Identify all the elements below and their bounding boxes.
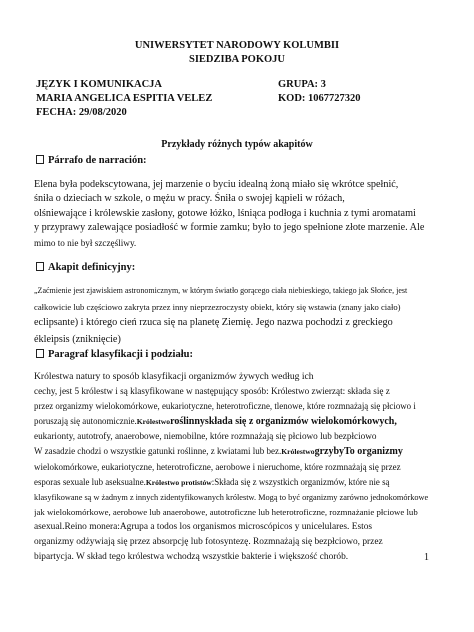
document-date: FECHA: 29/08/2020	[36, 107, 127, 118]
line-text: esporas sexuale lub aseksualne.	[34, 476, 146, 487]
paragraph-line	[34, 444, 442, 459]
group-label: GRUPA: 3	[278, 79, 326, 90]
branch-name: SIEDZIBA POKOJU	[189, 54, 285, 65]
line-text: poruszają się autonomicznie.	[34, 416, 137, 427]
paragraph-line: przez organizmy wielokomórkowe, eukariotyczne, heterotroficzne, tlenowe, które rozmnażają się płciowo i	[34, 401, 416, 412]
paragraph-line: Królestwa natury to sposób klasyfikacji organizmów żywych według ich	[34, 371, 314, 382]
inline-small-label: Królestwo protistów	[145, 477, 212, 487]
inline-small-label: Królestwo	[136, 417, 171, 427]
document-title: Przykłady różnych typów akapitów	[161, 139, 313, 150]
university-name: UNIWERSYTET NARODOWY KOLUMBII	[134, 40, 340, 51]
inline-bold-text: grzybyTo organizmy	[314, 446, 403, 458]
paragraph-klasyfikacji	[34, 369, 442, 565]
section-heading-definicyjny	[36, 262, 135, 273]
paragraph-line: Elena była podekscytowana, jej marzenie o byciu idealną żoną miało się wkrótce spełnić,	[34, 179, 399, 190]
checkbox-icon	[36, 349, 44, 358]
paragraph-line: y przyprawy zalewające posiadłość w formie zamku; było to jego spełnione złote marzenie. Ale	[34, 222, 425, 234]
paragraph-line: olśniewające i królewskie zasłony, gotowe łóżko, lśniąca podłoga i kuchnia z tymi aromatami	[34, 207, 416, 219]
paragraph-line: wielokomórkowe, eukariotyczne, heterotroficzne, aerobowe i nieruchome, które rozmnażają się przez	[34, 461, 401, 472]
section-title: Paragraf klasyfikacji i podziału:	[48, 349, 193, 360]
paragraph-line: mimo to nie był szczęśliwy.	[34, 237, 137, 248]
line-text: W zasadzie chodzi o wszystkie gatunki roślinne, z kwiatami lub bez.	[34, 446, 282, 457]
student-name: MARIA ANGELICA ESPITIA VELEZ	[36, 93, 213, 104]
line-text: :Składa się z wszystkich organizmów, które nie są	[211, 476, 390, 487]
section-heading-klasyfikacji	[36, 349, 193, 360]
section-title: Párrafo de narración:	[48, 155, 147, 166]
student-code: KOD: 1067727320	[278, 93, 361, 104]
paragraph-line: „Zaćmienie jest zjawiskiem astronomicznym, w którym światło gorącego ciała niebieskiego, takiego jak Słońce, jest	[34, 286, 408, 295]
section-title: Akapit definicyjny:	[48, 262, 136, 273]
paragraph-line: bipartycja. W skład tego królestwa wchodzą wszystkie bakterie i większość chorób.	[34, 552, 349, 563]
checkbox-icon	[36, 262, 44, 271]
paragraph-narracion	[34, 178, 442, 250]
course-name: JĘZYK I KOMUNIKACJA	[36, 79, 163, 90]
paragraph-line: klasyfikowane są w żadnym z innych zidentyfikowanych królestw. Mogą to być organizmy zarówno jednokomórkowe	[34, 492, 429, 502]
paragraph-line: eclipsante) i którego cień rzuca się na planetę Ziemię. Jego nazwa pochodzi z greckiego	[34, 317, 393, 329]
paragraph-line: jak wielokomórkowe, aerobowe lub anaerobowe, autotroficzne lub heterotroficzne, rozmnażanie płciowe lub	[34, 506, 418, 517]
paragraph-line	[34, 475, 442, 490]
inline-small-label: Królestwo	[281, 447, 315, 457]
paragraph-line: organizmy odżywiają się przez absorpcję lub fotosyntezę. Rozmnażają się bezpłciowo, przez	[34, 537, 383, 548]
paragraph-line: asexual.Reino monera:Agrupa a todos los organismos microscópicos y unicelulares. Estos	[34, 521, 373, 532]
paragraph-definicyjny	[34, 283, 442, 348]
paragraph-line: ékleipsis (zniknięcie)	[34, 333, 121, 345]
page-number: 1	[424, 552, 429, 563]
checkbox-icon	[36, 155, 44, 164]
section-heading-narracion	[36, 155, 147, 166]
paragraph-line: całkowicie lub częściowo zakryta przez inny nieprzezroczysty obiekt, który się wstawia (znany jako ciało)	[34, 302, 401, 313]
paragraph-line: cechy, jest 5 królestw i są klasyfikowane w następujący sposób: Królestwo zwierząt: składa się z	[34, 386, 390, 397]
inline-bold-text: roślinnyskłada się z organizmów wielokomórkowych,	[170, 416, 397, 428]
paragraph-line: śniła o dzieciach w szkole, o mężu w pracy. Śniła o swojej kąpieli w różach,	[34, 193, 345, 205]
paragraph-line: eukarionty, autotrofy, anaerobowe, niemobilne, które rozmnażają się płciowo lub bezpłciowo	[34, 431, 377, 442]
paragraph-line	[34, 414, 442, 429]
